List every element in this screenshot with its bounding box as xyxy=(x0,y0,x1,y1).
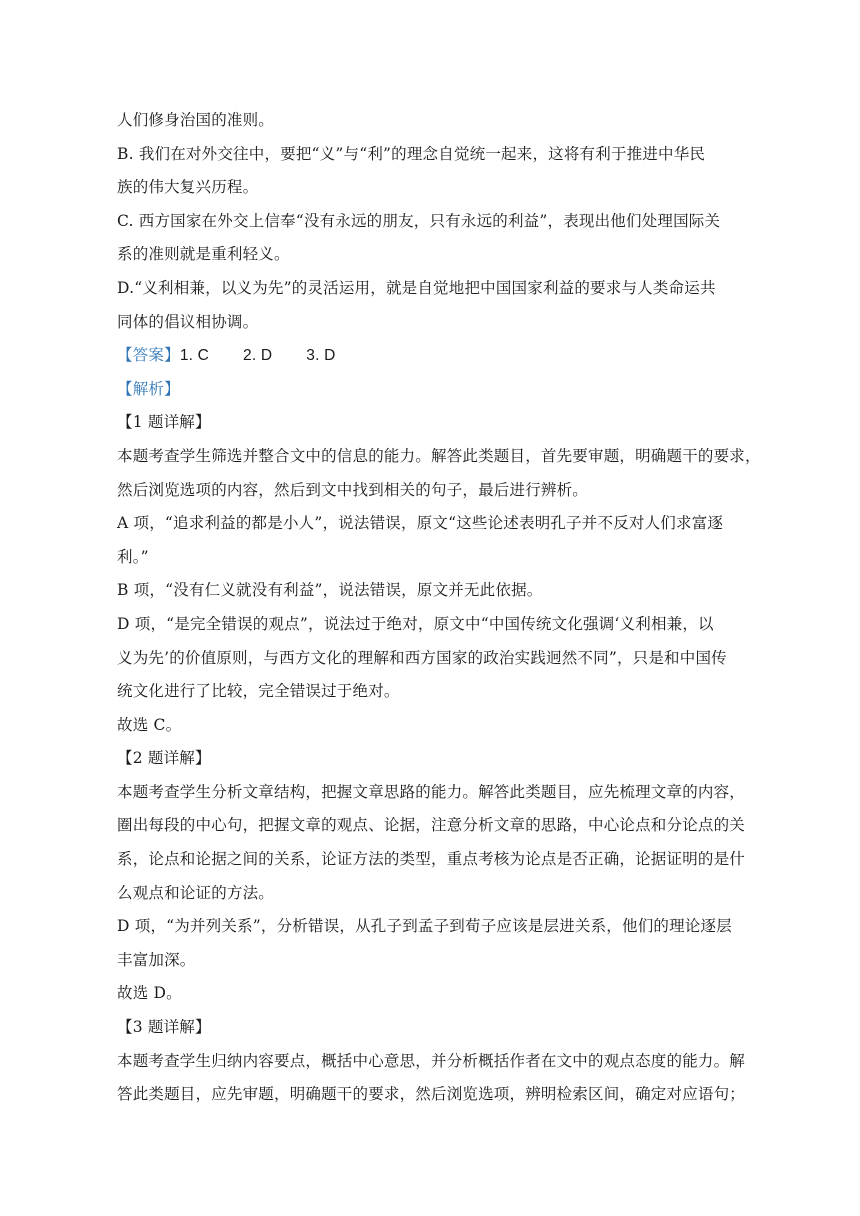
text-line: 圈出每段的中心句，把握文章的观点、论据，注意分析文章的思路，中心论点和分论点的关 xyxy=(117,816,746,835)
text-line: 统文化进行了比较，完全错误过于绝对。 xyxy=(117,682,400,701)
text-line: 同体的倡议相协调。 xyxy=(117,312,259,331)
text-line: 本题考查学生分析文章结构，把握文章思路的能力。解答此类题目，应先梳理文章的内容， xyxy=(117,782,746,801)
text-line: B 项，“没有仁义就没有利益”，说法错误，原文并无此依据。 xyxy=(117,581,543,600)
text-line: 本题考查学生归纳内容要点，概括中心意思，并分析概括作者在文中的观点态度的能力。解 xyxy=(117,1051,746,1070)
text-line: 义为先’的价值原则，与西方文化的理解和西方国家的政治实践迥然不同”，只是和中国传 xyxy=(117,648,727,667)
text-line: 本题考查学生筛选并整合文中的信息的能力。解答此类题目，首先要审题，明确题干的要求， xyxy=(117,446,761,465)
conclusion-line: 故选 C。 xyxy=(117,715,182,734)
option-d-line: D.“义利相兼，以义为先”的灵活运用，就是自觉地把中国国家利益的要求与人类命运共 xyxy=(117,278,716,297)
analysis-label: 【解析】 xyxy=(117,379,180,398)
text-line: 然后浏览选项的内容，然后到文中找到相关的句子，最后进行辨析。 xyxy=(117,480,589,499)
document-page xyxy=(117,104,761,1112)
answer-item: 3. D xyxy=(306,347,336,365)
section-title: 【2 题详解】 xyxy=(117,749,211,768)
text-line: 利。” xyxy=(117,547,149,566)
text-line: 系，论点和论据之间的关系，论证方法的类型，重点考核为论点是否正确，论据证明的是什 xyxy=(117,850,746,869)
option-c-line: C. 西方国家在外交上信奉“没有永远的朋友，只有永远的利益”，表现出他们处理国际关 xyxy=(117,211,721,230)
section-title: 【3 题详解】 xyxy=(117,1018,211,1037)
answer-label: 【答案】 xyxy=(117,346,180,365)
text-line: 系的准则就是重利轻义。 xyxy=(117,245,290,264)
text-line: 丰富加深。 xyxy=(117,950,196,969)
text-line: D 项，“为并列关系”，分析错误，从孔子到孟子到荀子应该是层进关系，他们的理论逐层 xyxy=(117,917,732,936)
section-title: 【1 题详解】 xyxy=(117,413,211,432)
text-line: 族的伟大复兴历程。 xyxy=(117,178,259,197)
conclusion-line: 故选 D。 xyxy=(117,984,182,1003)
text-line: 人们修身治国的准则。 xyxy=(117,111,275,129)
text-line: A 项，“追求利益的都是小人”，说法错误，原文“这些论述表明孔子并不反对人们求富逐 xyxy=(117,514,724,533)
answer-item: 2. D xyxy=(243,347,273,365)
answer-line xyxy=(117,339,742,373)
text-line: D 项，“是完全错误的观点”，说法过于绝对，原文中“中国传统文化强调‘义利相兼，以 xyxy=(117,614,714,633)
answer-item: 1. C xyxy=(179,347,210,365)
text-line: 么观点和论证的方法。 xyxy=(117,883,275,902)
option-b-line: B. 我们在对外交往中，要把“义”与“利”的理念自觉统一起来，这将有利于推进中华民 xyxy=(117,144,706,163)
text-line: 答此类题目，应先审题，明确题干的要求，然后浏览选项，辨明检索区间，确定对应语句； xyxy=(117,1085,746,1104)
